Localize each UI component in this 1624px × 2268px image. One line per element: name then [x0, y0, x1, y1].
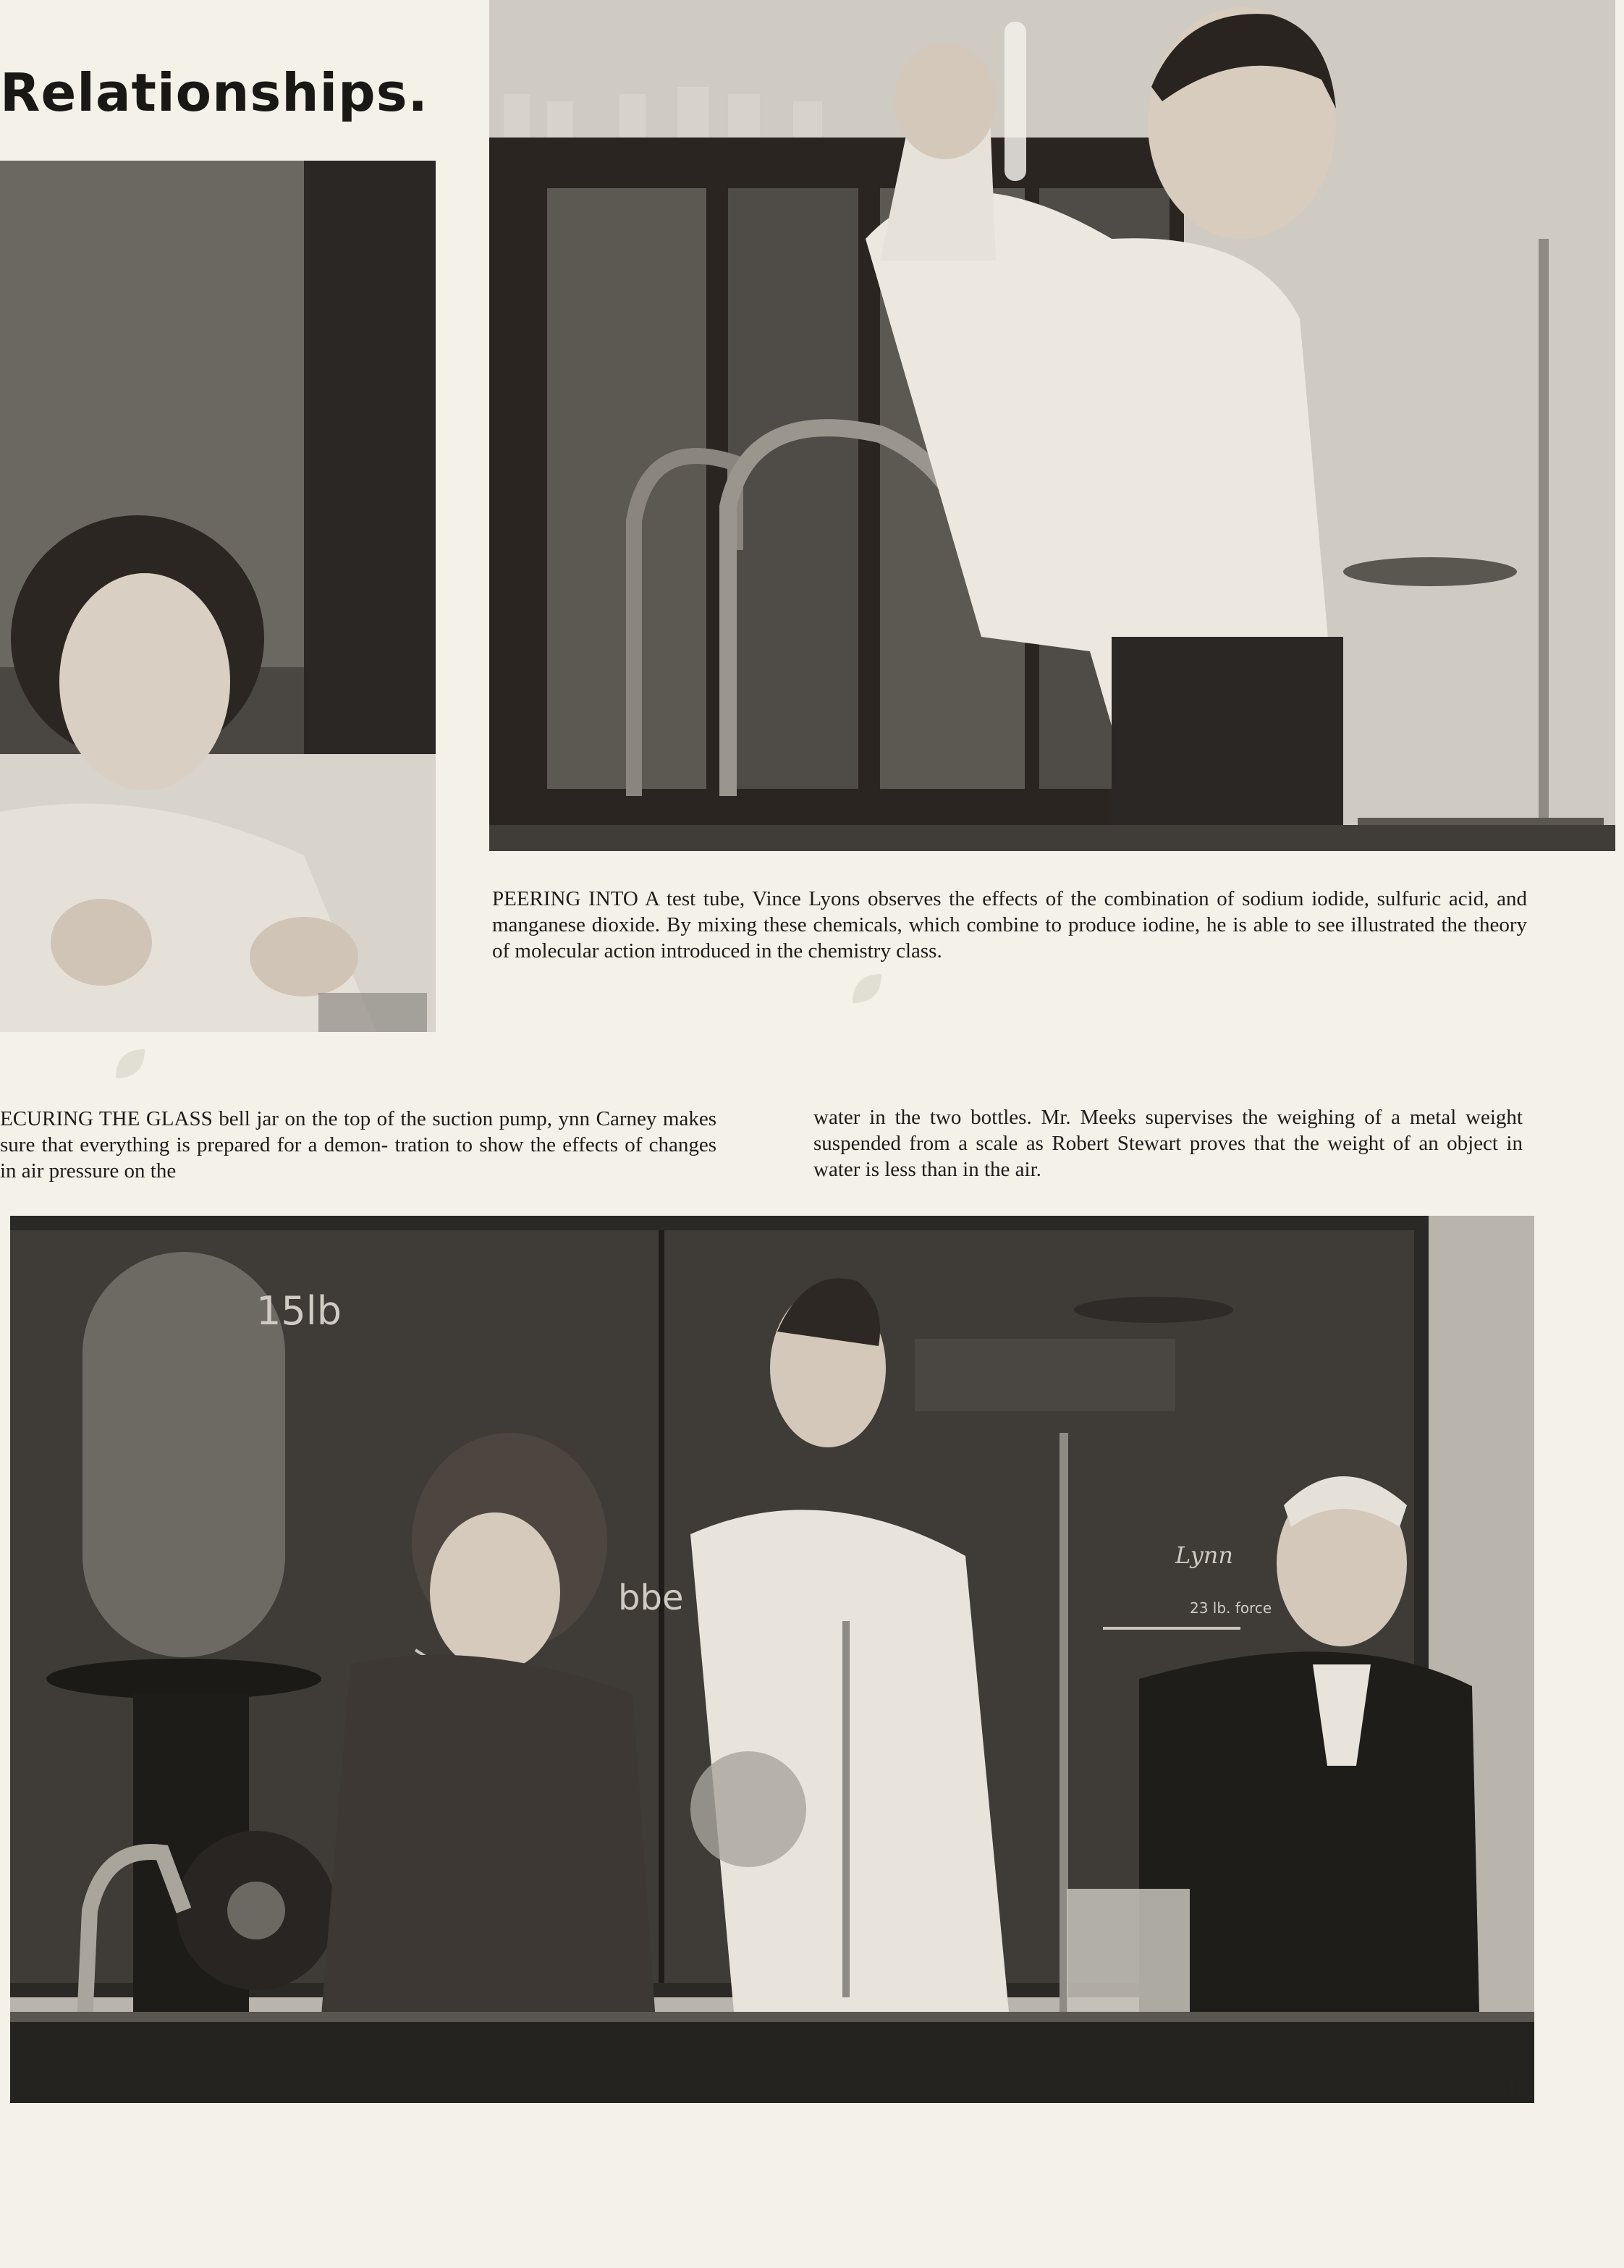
caption-text: bell jar on the top of the suction pump, ynn Carney makes sure that everything is prepared for a demon- tration to show the effects of changes in air pressure on the: [0, 1107, 716, 1182]
leaf-watermark-icon: [845, 967, 889, 1010]
photo-girl-with-beaker: [0, 161, 436, 1032]
caption-text: test tube, Vince Lyons observes the effects of the combination of sodium iodide, sulfuric acid, and manganese dioxide. By mixing these chemicals, which combine to produce iodine, he is able to see illustrated the theory of molecular action introduced in the chemistry class.: [492, 887, 1527, 962]
photo-boy-with-test-tube: [489, 0, 1615, 851]
page-number: 31: [1498, 2074, 1523, 2101]
caption-bell-jar-column-2: [813, 1104, 1523, 1182]
caption-lead: PEERING INTO A: [492, 887, 659, 910]
chalk-writing: bbe: [618, 1578, 684, 1618]
photo-air-pressure-demonstration: [10, 1216, 1534, 2103]
chalk-writing: 23 lb. force: [1190, 1599, 1272, 1617]
page-title: Relationships.: [0, 62, 428, 123]
caption-text: water in the two bottles. Mr. Meeks supervises the weighing of a metal weight suspended from a scale as Robert Stewart proves that the weight of an object in water is less than in the air.: [813, 1106, 1523, 1181]
chalk-writing: Lynn: [1175, 1541, 1233, 1569]
chalk-writing: 15lb: [256, 1288, 342, 1334]
leaf-watermark-icon: [109, 1042, 152, 1086]
caption-lead: ECURING THE GLASS: [0, 1107, 213, 1130]
caption-bell-jar-column-1: [0, 1106, 716, 1184]
caption-test-tube: [492, 886, 1527, 964]
